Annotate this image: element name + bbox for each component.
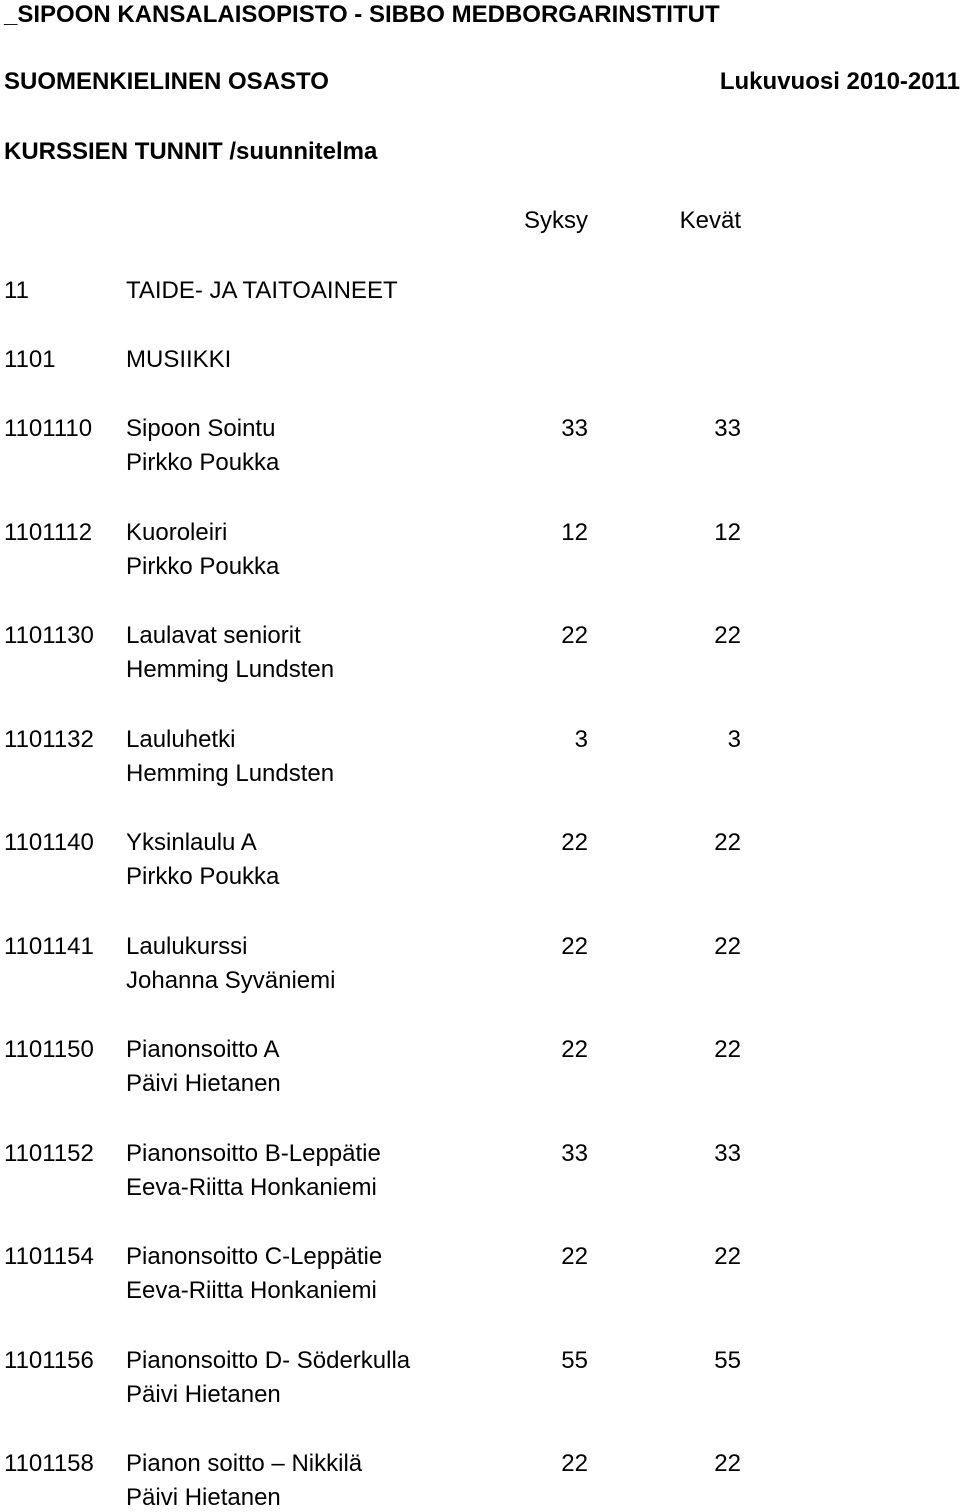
course-code: 1101141 [4,933,94,960]
course-spring-hours: 22 [714,829,741,856]
course-spring-hours: 22 [714,622,741,649]
course-autumn-hours: 33 [561,1140,588,1167]
course-name: Pianonsoitto C-Leppätie [126,1243,383,1270]
course-code: 1101154 [4,1243,94,1270]
course-spring-hours: 33 [714,1140,741,1167]
course-name: Yksinlaulu A [126,829,257,856]
course-spring-hours: 22 [714,1036,741,1063]
course-autumn-hours: 3 [574,726,588,753]
course-teacher: Pirkko Poukka [126,863,280,890]
course-teacher: Päivi Hietanen [126,1381,281,1408]
section-name: MUSIIKKI [126,346,232,373]
course-code: 1101112 [4,519,93,546]
course-name: Laulavat seniorit [126,622,301,649]
course-spring-hours: 55 [714,1347,741,1374]
course-autumn-hours: 22 [561,1450,588,1477]
course-autumn-hours: 33 [561,415,588,442]
course-teacher: Johanna Syväniemi [126,967,336,994]
course-code: 1101110 [4,415,93,442]
course-spring-hours: 22 [714,1243,741,1270]
course-autumn-hours: 55 [561,1347,588,1374]
course-name: Pianonsoitto A [126,1036,280,1063]
course-spring-hours: 22 [714,933,741,960]
course-teacher: Päivi Hietanen [126,1484,281,1511]
course-teacher: Pirkko Poukka [126,449,280,476]
course-name: Pianonsoitto D- Söderkulla [126,1347,411,1374]
course-autumn-hours: 22 [561,933,588,960]
course-teacher: Pirkko Poukka [126,553,280,580]
course-autumn-hours: 22 [561,1243,588,1270]
course-teacher: Hemming Lundsten [126,760,335,787]
course-name: Sipoon Sointu [126,415,276,442]
column-header-spring: Kevät [679,207,741,234]
course-autumn-hours: 22 [561,622,588,649]
course-teacher: Päivi Hietanen [126,1070,281,1097]
column-header-autumn: Syksy [523,207,588,234]
course-code: 1101150 [4,1036,94,1063]
course-name: Pianonsoitto B-Leppätie [126,1140,381,1167]
course-spring-hours: 12 [714,519,741,546]
section-code: 1101 [4,346,56,373]
course-teacher: Eeva-Riitta Honkaniemi [126,1277,377,1304]
course-name: Lauluhetki [126,726,236,753]
course-autumn-hours: 12 [561,519,588,546]
course-name: Laulukurssi [126,933,248,960]
course-spring-hours: 33 [714,415,741,442]
course-spring-hours: 3 [727,726,741,753]
course-code: 1101132 [4,726,94,753]
section-code: 11 [4,277,29,304]
academic-year: Lukuvuosi 2010-2011 [719,68,960,95]
course-code: 1101158 [4,1450,94,1477]
course-autumn-hours: 22 [561,829,588,856]
course-code: 1101140 [4,829,94,856]
course-code: 1101156 [4,1347,94,1374]
department-title: SUOMENKIELINEN OSASTO [4,68,329,95]
course-spring-hours: 22 [714,1450,741,1477]
course-code: 1101130 [4,622,94,649]
course-name: Kuoroleiri [126,519,228,546]
course-autumn-hours: 22 [561,1036,588,1063]
document-title: KURSSIEN TUNNIT /suunnitelma [4,138,378,165]
organization-title: _SIPOON KANSALAISOPISTO - SIBBO MEDBORGARINSTITUT [4,1,720,28]
section-name: TAIDE- JA TAITOAINEET [126,277,398,304]
course-code: 1101152 [4,1140,94,1167]
course-teacher: Eeva-Riitta Honkaniemi [126,1174,377,1201]
course-teacher: Hemming Lundsten [126,656,335,683]
course-name: Pianon soitto – Nikkilä [126,1450,363,1477]
